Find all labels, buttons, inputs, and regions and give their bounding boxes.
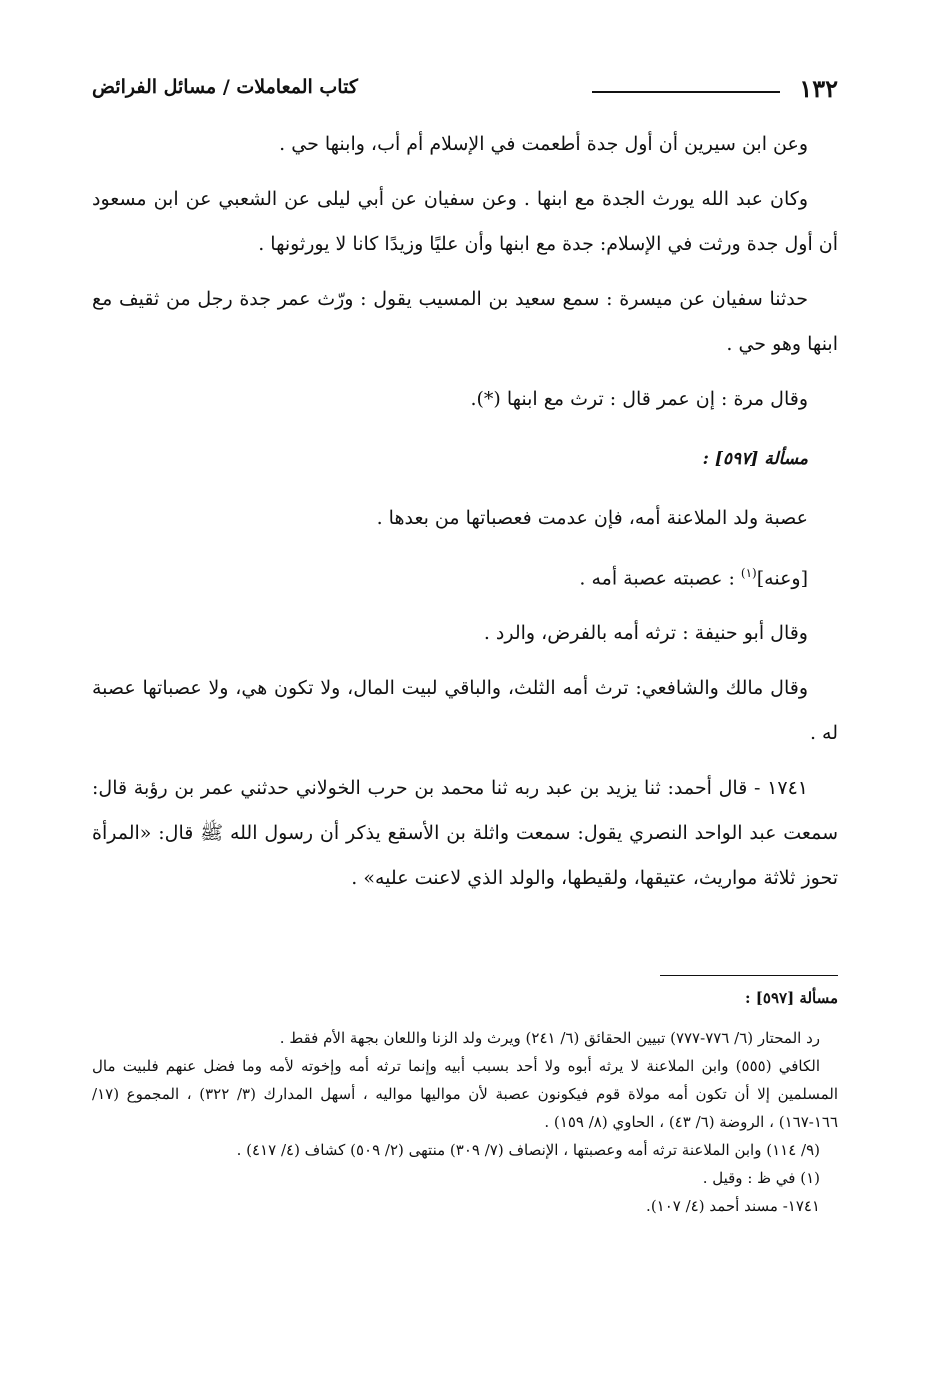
running-header xyxy=(92,74,838,106)
main-text xyxy=(92,122,838,901)
footnotes xyxy=(92,984,838,1220)
footnote-maliki: الكافي (٥٥٥) وابن الملاعنة لا يرثه أبوه ولا أحد بسبب أبيه وإنما ترثه أمه وإخوته لأمه وما فضل عنهم فلبيت مال المسلمين إلا أن تكون أمه مولاة قوم فيكونون عصبة لأن مواليها مواليه ، أسهل المدارك (٣/ ٣٢٢) ، المجموع (١٧/ ١٦٦-١٦٧) ، الروضة (٦/ ٤٣) ، الحاوي (٨/ ١٥٩) . xyxy=(92,1057,838,1131)
header-rule xyxy=(592,91,780,93)
footnote-title: مسألة [٥٩٧] : xyxy=(745,989,838,1007)
paragraph-asaba: عصبة ولد الملاعنة أمه، فإن عدمت فعصباتها من بعدها . xyxy=(376,507,808,529)
paragraph-hadith-1741: ١٧٤١ - قال أحمد: ثنا يزيد بن عبد ربه ثنا محمد بن حرب الخولاني حدثني عمر بن رؤبة قال: سمعت عبد الواحد النصري يقول: سمعت واثلة بن الأسقع يذكر أن رسول الله ﷺ قال: «المرأة تحوز ثلاثة مواريث، عتيقها، ولقيطها، والولد الذي لاعنت عليه» . xyxy=(92,777,838,890)
running-title: كتاب المعاملات / مسائل الفرائض xyxy=(92,76,358,98)
wa-anhu-text: [وعنه] xyxy=(756,567,808,590)
footnote-rule xyxy=(660,975,838,976)
paragraph-malik-shafii: وقال مالك والشافعي: ترث أمه الثلث، والباقي لبيت المال، ولا تكون هي، ولا عصباتها عصبة له . xyxy=(92,677,838,745)
footnote-marker: (١) xyxy=(740,566,757,580)
issue-heading: مسألة [٥٩٧] : xyxy=(702,449,808,469)
paragraph-umar: وقال مرة : إن عمر قال : ترث مع ابنها (*). xyxy=(470,388,808,410)
paragraph-abdullah: وكان عبد الله يورث الجدة مع ابنها . وعن سفيان عن أبي ليلى عن الشعبي عن ابن مسعود أن أول جدة ورثت في الإسلام: جدة مع ابنها وأن عليًا وزيدًا كانا لا يورثونها . xyxy=(92,188,838,255)
paragraph-wa-anhu xyxy=(92,551,838,601)
footnote-hanbali: (٩/ ١١٤) وابن الملاعنة ترثه أمه وعصبتها ، الإنصاف (٧/ ٣٠٩) منتهى (٢/ ٥٠٩) كشاف (٤/ ٤١٧) . xyxy=(236,1141,820,1159)
footnote-musnad: ١٧٤١- مسند أحمد (٤/ ١٠٧). xyxy=(646,1197,820,1215)
footnote-variant: (١) في ظ : وقيل . xyxy=(702,1169,820,1187)
paragraph-abu-hanifa: وقال أبو حنيفة : ترثه أمه بالفرض، والرد . xyxy=(483,622,808,645)
paragraph-ibn-sirin: وعن ابن سيرين أن أول جدة أطعمت في الإسلام أم أب، وابنها حي . xyxy=(279,133,808,155)
wa-anhu-rest: : عصبته عصبة أمه . xyxy=(579,567,735,590)
paragraph-sufyan: حدثنا سفيان عن ميسرة : سمع سعيد بن المسيب يقول : ورّث عمر جدة رجل من ثقيف مع ابنها وهو حي . xyxy=(92,288,838,355)
footnote-hanafi: رد المحتار (٦/ ٧٧٦-٧٧٧) تبيين الحقائق (٦/ ٢٤١) ويرث ولد الزنا واللعان بجهة الأم فقط . xyxy=(279,1029,820,1047)
page-number: ١٣٢ xyxy=(799,74,838,103)
